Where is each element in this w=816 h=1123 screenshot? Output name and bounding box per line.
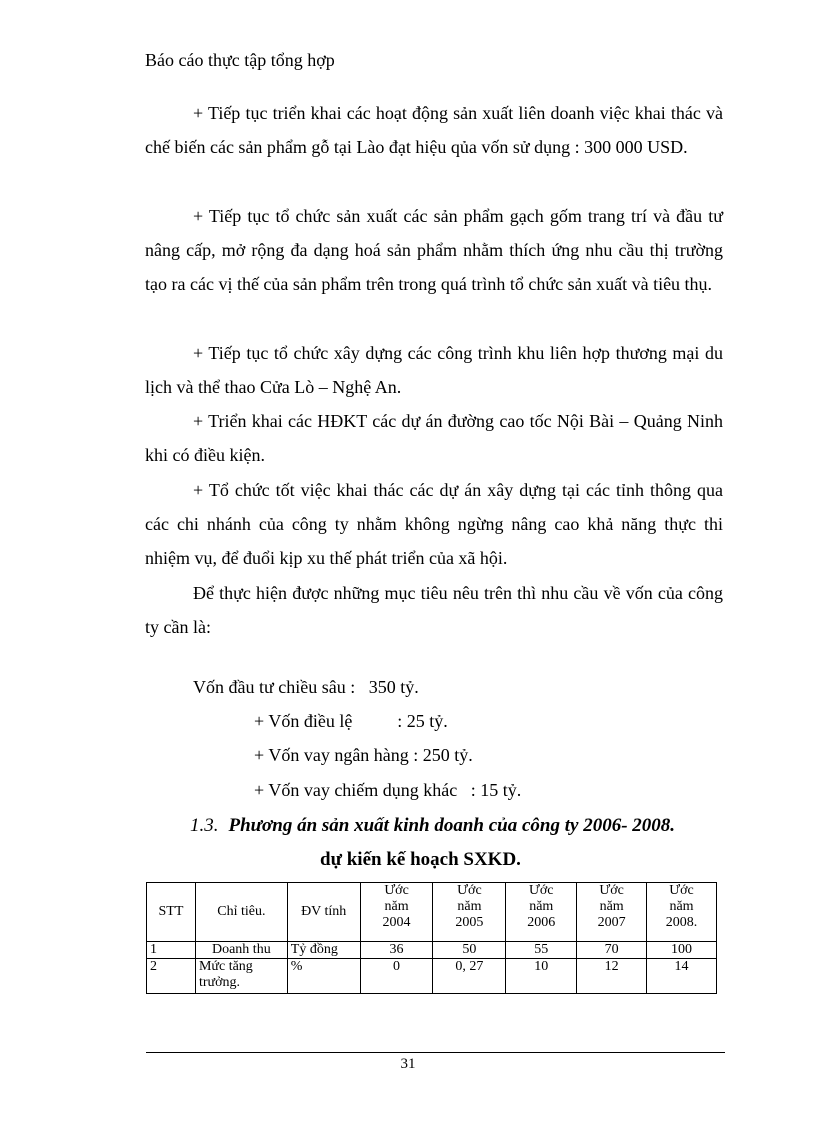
table-cell: % bbox=[287, 959, 360, 994]
section-number: 1.3. bbox=[190, 815, 219, 836]
table-cell: 1 bbox=[147, 942, 196, 959]
footer-divider bbox=[146, 1052, 725, 1053]
table-header-cell: Chỉ tiêu. bbox=[195, 883, 287, 942]
table-header-cell: Ước năm 2008. bbox=[647, 883, 717, 942]
capital-item: + Vốn điều lệ : 25 tỷ. bbox=[254, 711, 448, 731]
table-cell: 2 bbox=[147, 959, 196, 994]
table-row bbox=[147, 942, 717, 959]
table-cell: 70 bbox=[577, 942, 647, 959]
paragraph-2: + Tiếp tục tổ chức sản xuất các sản phẩm gạch gốm trang trí và đầu tư nâng cấp, mở rộng đa dạng hoá sản phẩm nhằm thích ứng nhu cầu thị trường tạo ra các vị thế của sản phẩm trên trong quá trình tổ chức sản xuất và tiêu thụ. bbox=[145, 206, 723, 295]
section-subtitle: dự kiến kế hoạch SXKD. bbox=[320, 849, 521, 870]
page-header: Báo cáo thực tập tổng hợp bbox=[145, 50, 335, 70]
paragraph-5: + Tổ chức tốt việc khai thác các dự án xây dựng tại các tỉnh thông qua các chi nhánh của công ty nhằm không ngừng nâng cao khả năng thực thi nhiệm vụ, để đuổi kịp xu thế phát triển của xã hội. bbox=[145, 480, 723, 569]
table-header-cell: Ước năm 2007 bbox=[577, 883, 647, 942]
table-cell: 0, 27 bbox=[433, 959, 506, 994]
table-header-cell: Ước năm 2004 bbox=[360, 883, 433, 942]
paragraph-1: + Tiếp tục triển khai các hoạt động sản xuất liên doanh việc khai thác và chế biến các sản phẩm gỗ tại Lào đạt hiệu qủa vốn sử dụng : 300 000 USD. bbox=[145, 103, 723, 158]
paragraph-4: + Triển khai các HĐKT các dự án đường cao tốc Nội Bài – Quảng Ninh khi có điều kiện. bbox=[145, 411, 723, 466]
table-cell: 10 bbox=[506, 959, 577, 994]
capital-total: Vốn đầu tư chiều sâu : 350 tỷ. bbox=[193, 677, 419, 697]
table-cell: 36 bbox=[360, 942, 433, 959]
page-number: 31 bbox=[400, 1056, 416, 1072]
table-header-cell: Ước năm 2005 bbox=[433, 883, 506, 942]
table-header-cell: ĐV tính bbox=[287, 883, 360, 942]
capital-item: + Vốn vay chiếm dụng khác : 15 tỷ. bbox=[254, 780, 522, 800]
table-cell: 55 bbox=[506, 942, 577, 959]
table-cell: Doanh thu bbox=[195, 942, 287, 959]
section-title: Phương án sản xuất kinh doanh của công ty 2006- 2008. bbox=[228, 815, 676, 836]
table-header-cell: Ước năm 2006 bbox=[506, 883, 577, 942]
plan-table bbox=[146, 882, 717, 994]
table-cell: Tỷ đồng bbox=[287, 942, 360, 959]
section-heading bbox=[190, 815, 675, 837]
table-header-cell: STT bbox=[147, 883, 196, 942]
paragraph-3: + Tiếp tục tổ chức xây dựng các công trình khu liên hợp thương mại du lịch và thể thao Cửa Lò – Nghệ An. bbox=[145, 343, 723, 398]
table-cell: 14 bbox=[647, 959, 717, 994]
table-row bbox=[147, 959, 717, 994]
table-cell: 50 bbox=[433, 942, 506, 959]
table-header-row bbox=[147, 883, 717, 942]
paragraph-6: Để thực hiện được những mục tiêu nêu trên thì nhu cầu về vốn của công ty cần là: bbox=[145, 583, 723, 638]
table-cell: Mức tăng trưởng. bbox=[195, 959, 287, 994]
capital-item: + Vốn vay ngân hàng : 250 tỷ. bbox=[254, 745, 473, 765]
table-cell: 0 bbox=[360, 959, 433, 994]
table-cell: 12 bbox=[577, 959, 647, 994]
table-cell: 100 bbox=[647, 942, 717, 959]
